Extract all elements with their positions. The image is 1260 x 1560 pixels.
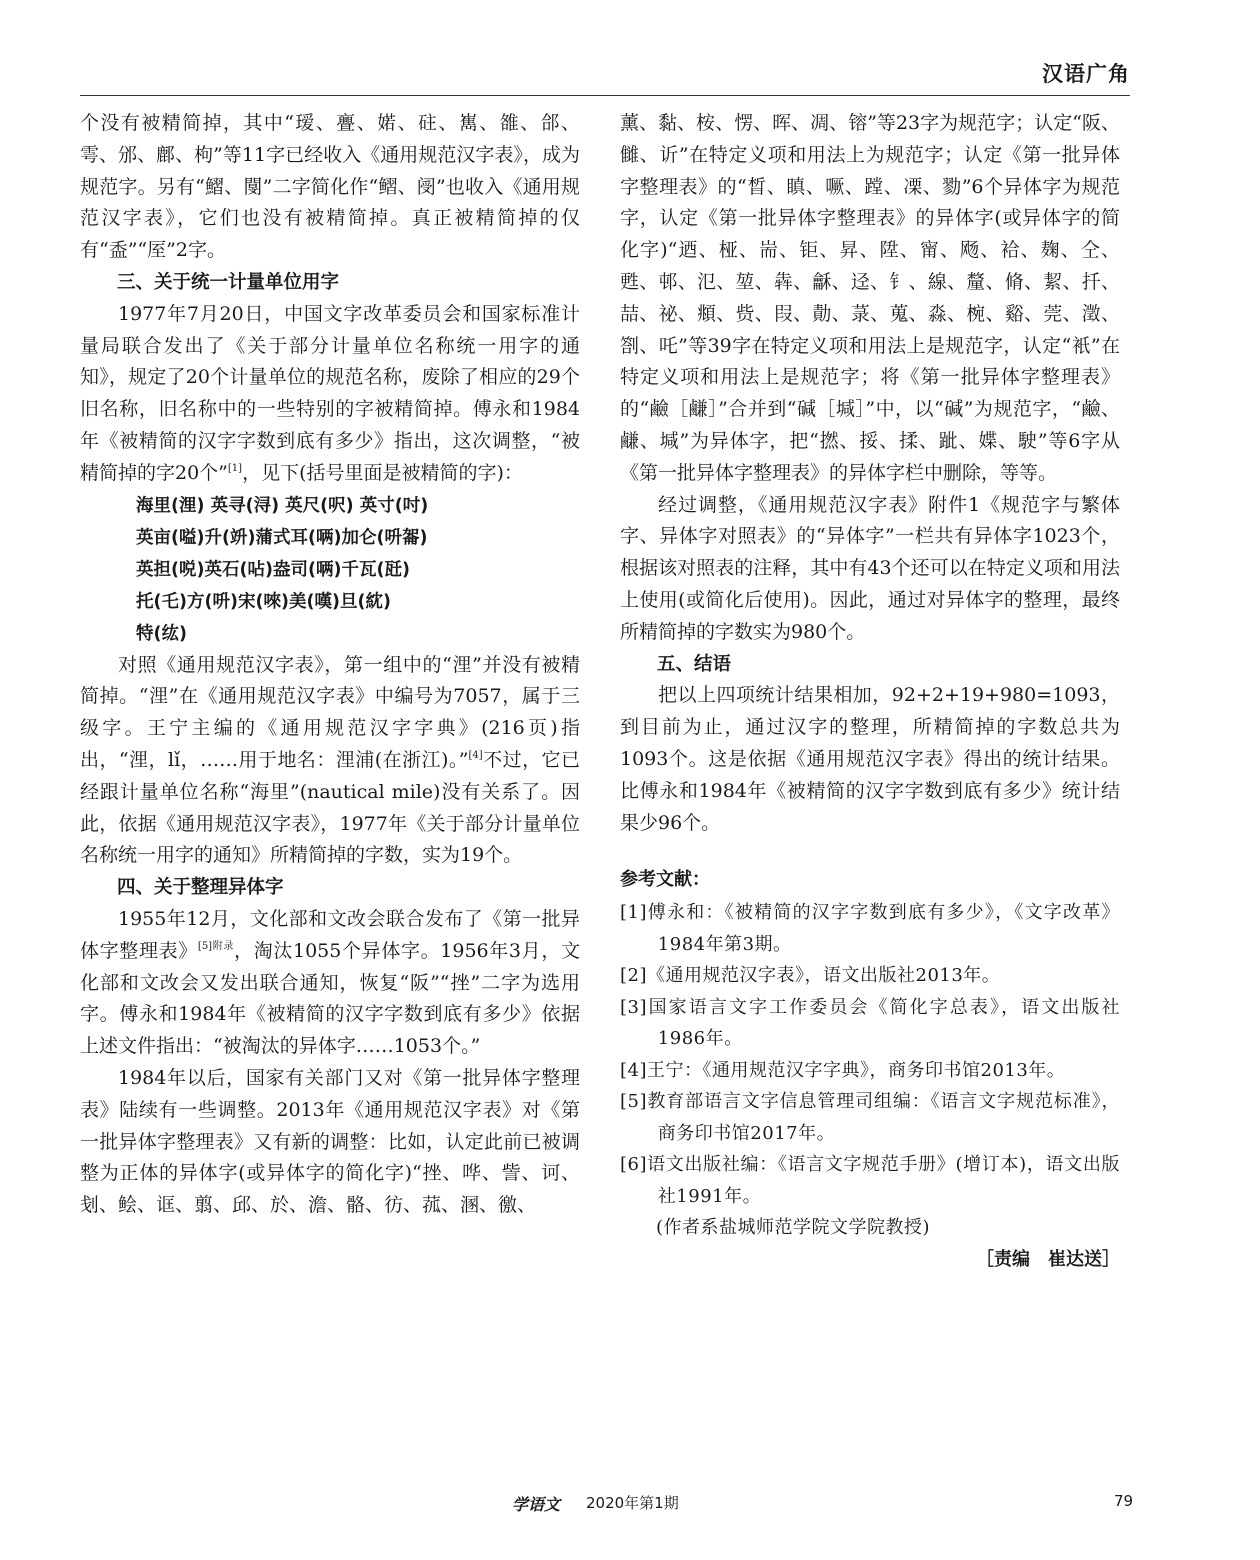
unit-row: 托(乇)方(呏)宋(唻)美(嘆)旦(紞) [136,591,391,612]
paragraph-adjustment: 经过调整，《通用规范汉字表》附件1《规范字与繁体字、异体字对照表》的“异体字”一栏共有异体字1023个，根据该对照表的注释，其中有43个还可以在特定义项和用法上使用(或简化后使用)。因此，通过对异体字的整理，最终所精简掉的字数实为980个。 [620,493,1120,643]
unit-row: 英担(哾)英石(呫)盎司(唡)千瓦(瓩) [136,559,410,580]
unit-row: 英亩(嗌)升(竔)蒲式耳(唡)加仑(呏嗧) [136,527,428,548]
section-heading-5: 五、结语 [657,653,732,675]
reference-item: [3]国家语言文字工作委员会《简化字总表》，语文出版社1986年。 [620,996,1120,1050]
paragraph-contrast [80,650,580,873]
column-title: 汉语广角 [1042,62,1130,86]
reference-list [620,897,1120,1212]
reference-item: [4]王宁：《通用规范汉字字典》，商务印书馆2013年。 [620,1059,1066,1081]
author-note: (作者系盐城师范学院文学院教授) [656,1217,931,1239]
reference-item: [6]语文出版社编：《语言文字规范手册》(增订本)，语文出版社1991年。 [620,1154,1120,1207]
references-heading: 参考文献： [620,869,710,891]
paragraph-1955-tail: ，淘汰1055个异体字。1956年3月，文化部和文改会又发出联合通知，恢复“阪”“挫”二字为选用字。傅永和1984年《被精简的汉字字数到底有多少》依据上述文件指出：“被淘汰的异体字……1053个。” [80,939,580,1058]
unit-name-table [80,490,580,650]
editor-note: ［责编 崔达送］ [976,1248,1120,1270]
paragraph-1977-tail: ，见下(括号里面是被精简的字)： [242,461,523,484]
section-heading-4: 四、关于整理异体字 [117,877,284,899]
paragraph-conclusion: 把以上四项统计结果相加，92+2+19+980=1093，到目前为止，通过汉字的整理，所精简掉的字数总共为1093个。这是依据《通用规范汉字表》得出的统计结果。比傅永和1984年《被精简的汉字字数到底有多少》统计结果少96个。 [620,684,1120,834]
left-column [80,108,580,1222]
citation-marker: [4] [468,749,483,761]
paragraph-continued: 个没有被精简掉，其中“瑷、亹、婼、砫、嶲、雒、郃、雩、邠、鄜、枸”等11字已经收入《通用规范汉字表》，成为规范字。另有“鰼、閺”二字简化作“鳛、阌”也收入《通用规范汉字表》，它们也没有被精简掉。真正被精简掉的仅有“盉”“厔”2字。 [80,112,580,262]
reference-item: [1]傅永和：《被精简的汉字字数到底有多少》，《文字改革》1984年第3期。 [620,902,1120,955]
paragraph-continued: 薰、黏、桉、愣、晖、凋、镕”等23字为规范字；认定“阪、雠、䜣”在特定义项和用法上为规范字；认定《第一批异体字整理表》的“晳、瞋、噘、蹚、凓、勠”6个异体字为规范字，认定《第一批异体字整理表》的异体字(或异体字的简化字)“迺、桠、耑、钜、昇、陞、甯、飏、袷、麹、仝、甦、邨、氾、堃、犇、龢、迳、钅、線、釐、脩、絜、扦、喆、祕、頫、赀、叚、勣、菉、蒐、淼、椀、谿、莞、澂、劄、吒”等39字在特定义项和用法上是规范字，认定“衹”在特定义项和用法上是规范字；将《第一批异体字整理表》的“鹼［鹻］”合并到“碱［堿］”中，以“碱”为规范字，“鹼、鹻、堿”为异体字，把“撚、挼、揉、跐、媟、駛”等6字从《第一批异体字整理表》的异体字栏中删除，等等。 [620,112,1120,484]
paragraph-contrast-text: 对照《通用规范汉字表》，第一组中的“浬”并没有被精简掉。“浬”在《通用规范汉字表》中编号为7057，属于三级字。王宁主编的《通用规范汉字字典》(216页)指出，“浬，lǐ，……用于地名：浬浦(在浙江)。” [80,653,580,771]
reference-item: [5]教育部语言文字信息管理司组编：《语言文字规范标准》，商务印书馆2017年。 [620,1091,1120,1144]
unit-row: 海里(浬) 英寻(浔) 英尺(呎) 英寸(吋) [136,495,429,516]
paragraph-1955-text: 1955年12月，文化部和文改会联合发布了《第一批异体字整理表》 [80,907,580,962]
paragraph-1984: 1984年以后，国家有关部门又对《第一批异体字整理表》陆续有一些调整。2013年《通用规范汉字表》对《第一批异体字整理表》又有新的调整：比如，认定此前已被调整为正体的异体字(或异体字的简化字)“挫、哗、訾、诃、刬、鲙、诓、翦、邱、於、澹、骼、彷、菰、溷、徼、 [80,1066,580,1217]
issue-label: 2020年第1期 [586,1494,679,1512]
header-rule [80,95,1130,96]
reference-item: [2]《通用规范汉字表》，语文出版社2013年。 [620,965,1001,987]
paragraph-1955 [80,904,580,1063]
paragraph-contrast-tail: 不过，它已经跟计量单位名称“海里”(nautical mile)没有关系了。因此，依据《通用规范汉字表》，1977年《关于部分计量单位名称统一用字的通知》所精简掉的字数，实为19个。 [80,748,580,867]
paragraph-1977 [80,299,580,490]
paragraph-1977-text: 1977年7月20日，中国文字改革委员会和国家标准计量局联合发出了《关于部分计量单位名称统一用字的通知》，规定了20个计量单位的规范名称，废除了相应的29个旧名称，旧名称中的一些特别的字被精简掉。傅永和1984年《被精简的汉字字数到底有多少》指出，这次调整，“被精简掉的字20个” [80,302,580,484]
citation-marker: [5]附录 [197,940,235,952]
right-column [620,108,1120,1276]
unit-row: 特(纮) [136,623,187,644]
section-heading-3: 三、关于统一计量单位用字 [117,271,340,293]
journal-name: 学语文 [512,1495,561,1514]
page-number: 79 [1114,1492,1134,1510]
citation-marker: [1] [227,462,243,474]
